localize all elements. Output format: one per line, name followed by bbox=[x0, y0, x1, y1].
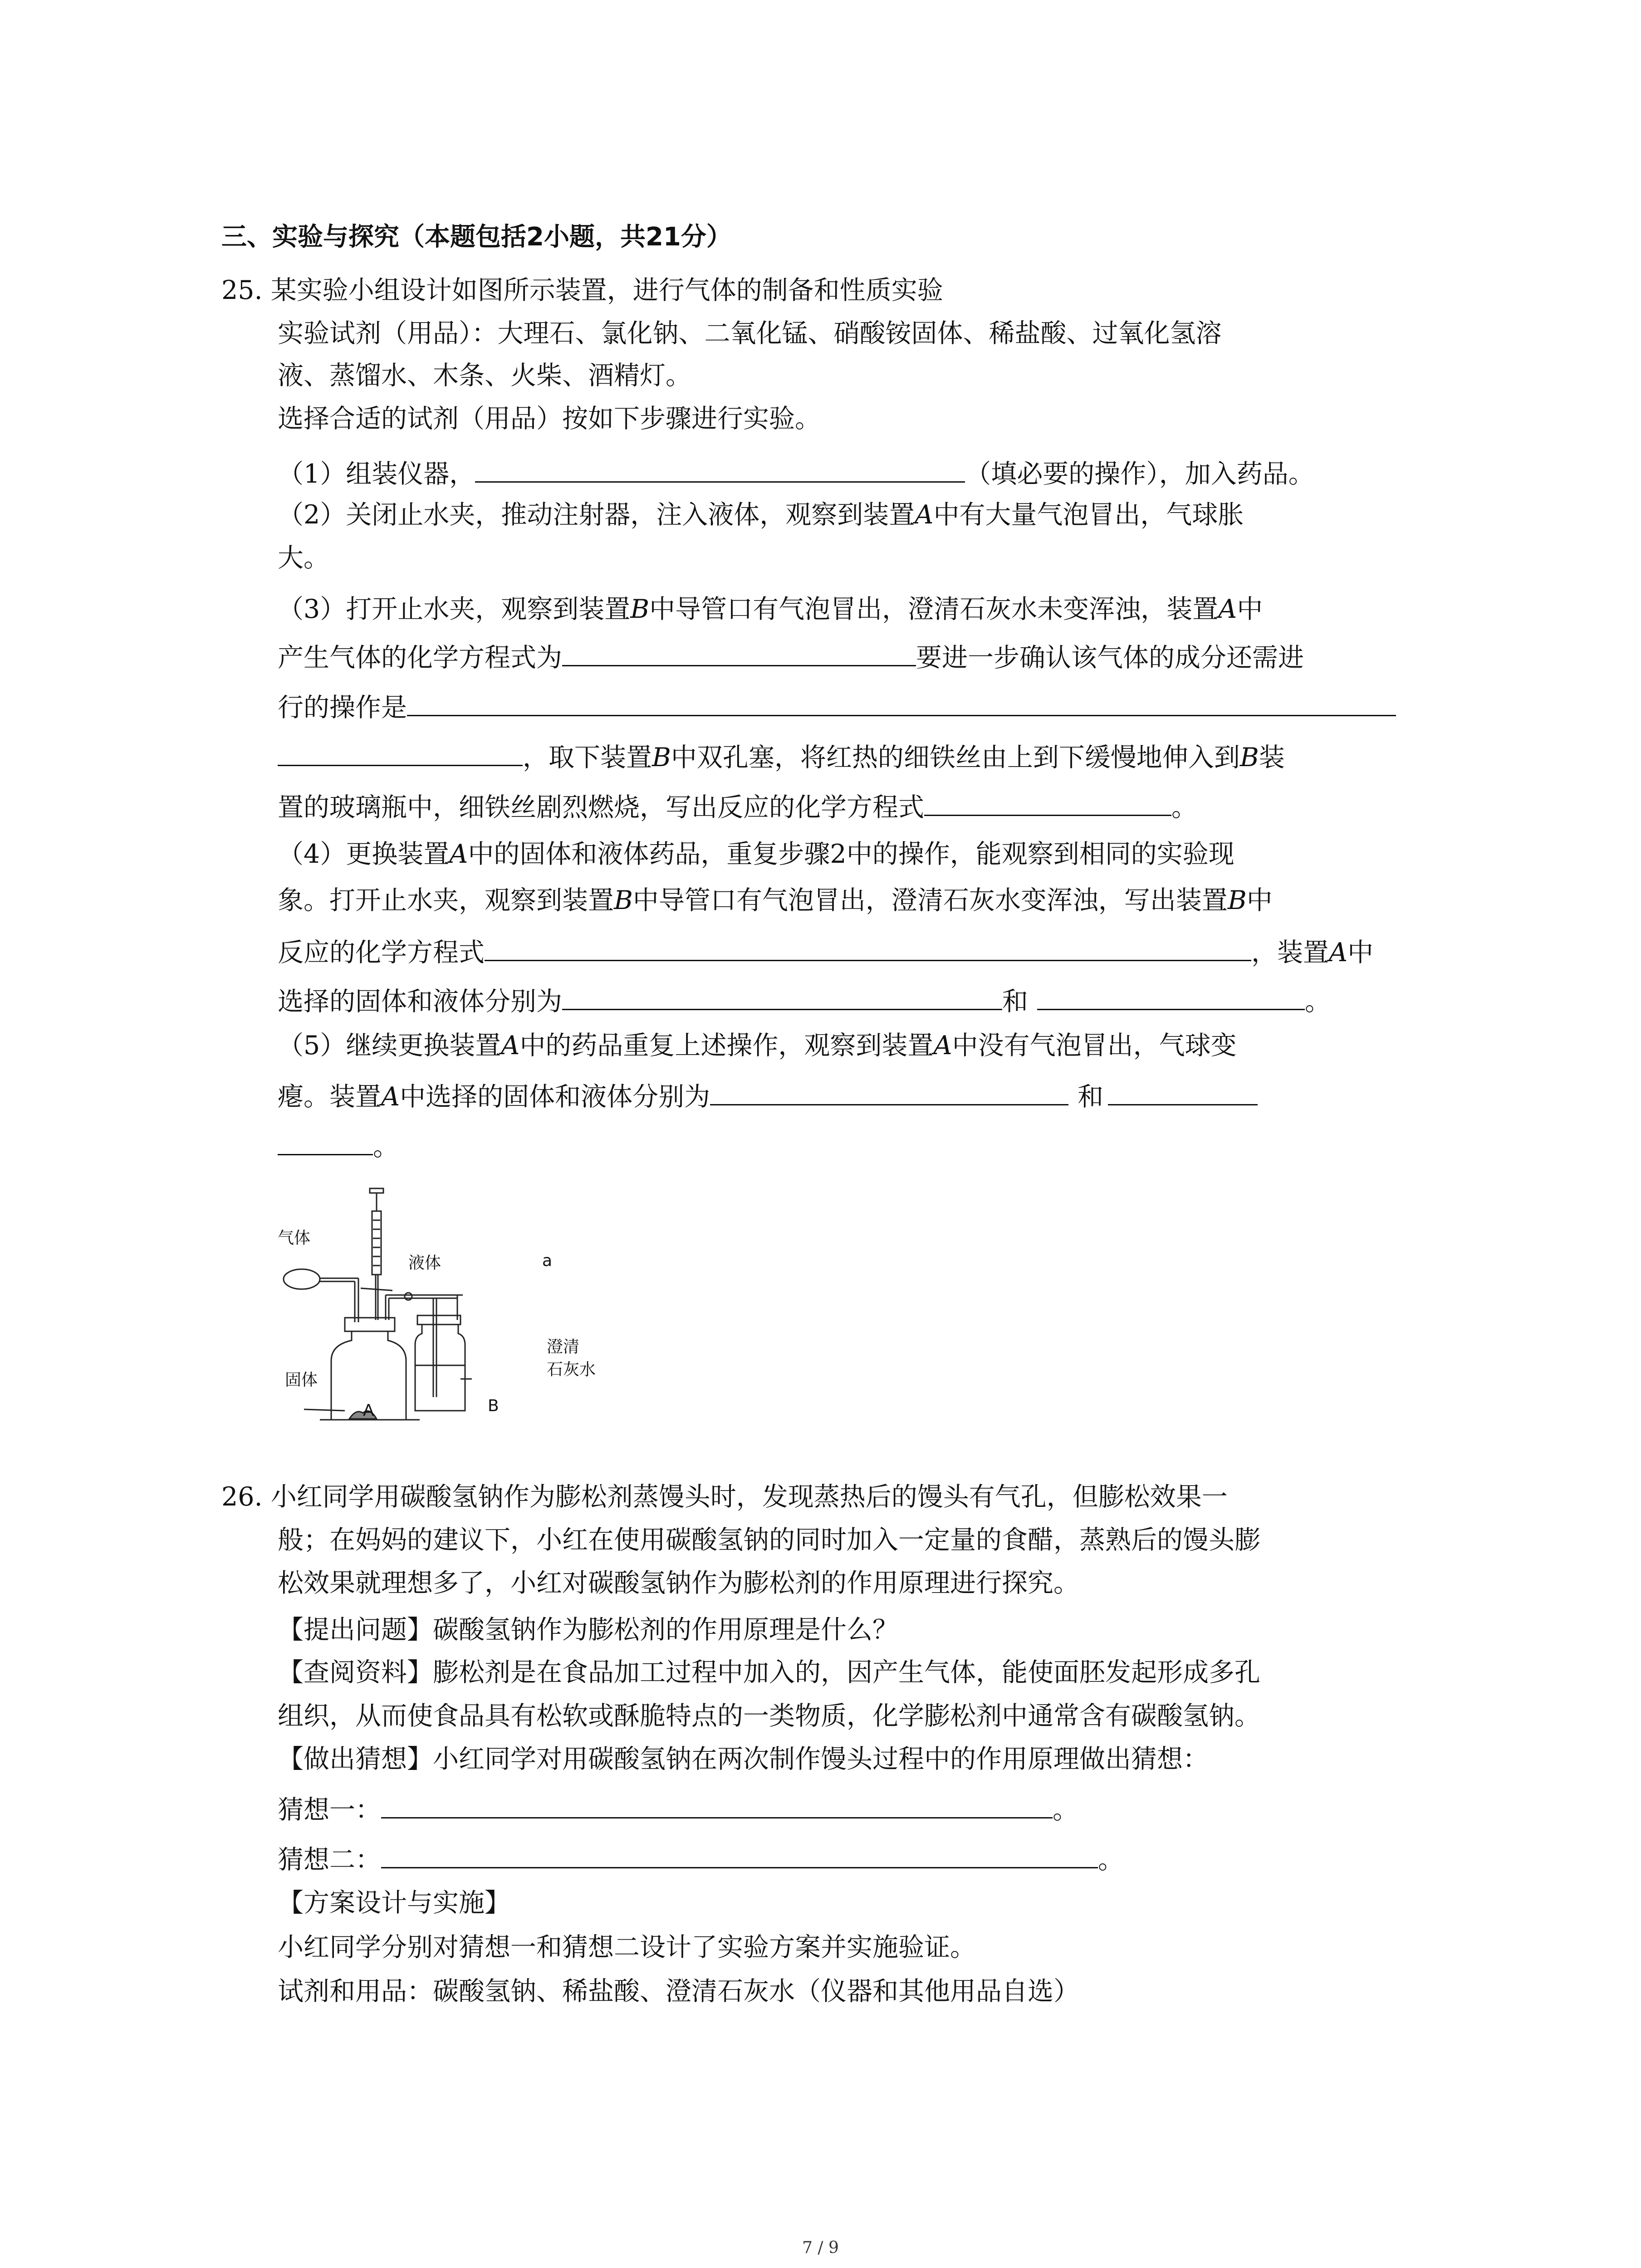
q25-step3-equation-blank[interactable] bbox=[562, 640, 916, 666]
q25-step2-line2: 大。 bbox=[278, 543, 329, 573]
q26-hypothesis-1-blank[interactable] bbox=[381, 1792, 1053, 1818]
balloon bbox=[284, 1269, 320, 1289]
q25-step3-line1: （3）打开止水夹，观察到装置B中导管口有气泡冒出，澄清石灰水未变浑浊，装置A中 bbox=[278, 594, 1263, 624]
q25-step4-liquid-blank[interactable] bbox=[1037, 983, 1305, 1010]
q26-line1: 26. 小红同学用碳酸氢钠作为膨松剂蒸馒头时，发现蒸热后的馒头有气孔，但膨松效果一 bbox=[221, 1482, 1228, 1512]
figure-label-a: a bbox=[542, 1251, 553, 1270]
bottle-a-stopper bbox=[345, 1318, 395, 1331]
q26-reference-line1: 【查阅资料】膨松剂是在食品加工过程中加入的，因产生气体，能使面胚发起形成多孔 bbox=[278, 1657, 1260, 1687]
q25-step4-line4: 选择的固体和液体分别为 和 。 bbox=[278, 983, 1331, 1017]
q25-step5-line1: （5）继续更换装置A中的药品重复上述操作，观察到装置A中没有气泡冒出，气球变 bbox=[278, 1031, 1237, 1061]
q26-hypothesis-2-blank[interactable] bbox=[381, 1842, 1098, 1868]
q25-step3-line3: 行的操作是 bbox=[278, 689, 1396, 723]
q26-plan-heading: 【方案设计与实施】 bbox=[278, 1888, 510, 1918]
q26-reagents: 试剂和用品：碳酸氢钠、稀盐酸、澄清石灰水（仪器和其他用品自选） bbox=[278, 1976, 1079, 2006]
q25-step3-operation-blank[interactable] bbox=[407, 689, 1396, 716]
syringe-plunger-top bbox=[370, 1188, 383, 1193]
q25-step3-iron-equation-blank[interactable] bbox=[924, 789, 1171, 816]
q25-step1: （1）组装仪器， （填必要的操作），加入药品。 bbox=[278, 456, 1314, 490]
q26-line3: 松效果就理想多了，小红对碳酸氢钠作为膨松剂的作用原理进行探究。 bbox=[278, 1568, 1079, 1598]
q26-line2: 般；在妈妈的建议下，小红在使用碳酸氢钠的同时加入一定量的食醋，蒸熟后的馒头膨 bbox=[278, 1525, 1260, 1555]
figure-label-bottle-a: A bbox=[363, 1401, 374, 1420]
q26-plan-text: 小红同学分别对猜想一和猜想二设计了实验方案并实施验证。 bbox=[278, 1932, 976, 1962]
bottle-b-stopper bbox=[417, 1315, 460, 1325]
figure-label-bottle-b: B bbox=[488, 1397, 499, 1415]
figure-label-limewater-2: 石灰水 bbox=[547, 1360, 596, 1379]
stop-clamp bbox=[405, 1293, 412, 1300]
q25-step5-liquid-blank[interactable] bbox=[1108, 1079, 1258, 1105]
figure-label-limewater-1: 澄清 bbox=[547, 1338, 580, 1356]
q25-step4-solid-blank[interactable] bbox=[562, 983, 1002, 1010]
q25-step4-line2: 象。打开止水夹，观察到装置B中导管口有气泡冒出，澄清石灰水变浑浊，写出装置B中 bbox=[278, 885, 1273, 915]
figure-label-solid: 固体 bbox=[285, 1371, 318, 1389]
q26-raise-question: 【提出问题】碳酸氢钠作为膨松剂的作用原理是什么？ bbox=[278, 1615, 898, 1645]
q25-reagents-line1: 实验试剂（用品）：大理石、氯化钠、二氧化锰、硝酸铵固体、稀盐酸、过氧化氢溶 bbox=[278, 318, 1222, 348]
q26-reference-line2: 组织，从而使食品具有松软或酥脆特点的一类物质，化学膨松剂中通常含有碳酸氢钠。 bbox=[278, 1701, 1260, 1731]
q26-hypothesis-intro: 【做出猜想】小红同学对用碳酸氢钠在两次制作馒头过程中的作用原理做出猜想： bbox=[278, 1744, 1209, 1774]
q25-step5-line2: 瘪。装置A中选择的固体和液体分别为 和 bbox=[278, 1079, 1258, 1113]
q25-step3-operation-blank-cont[interactable] bbox=[278, 739, 523, 766]
bottle-b bbox=[415, 1325, 465, 1411]
q25-step2-line1: （2）关闭止水夹，推动注射器，注入液体，观察到装置A中有大量气泡冒出，气球胀 bbox=[278, 500, 1244, 530]
q25-step1-blank[interactable] bbox=[475, 456, 965, 483]
q25-step5-solid-blank[interactable] bbox=[710, 1079, 1068, 1105]
q25-step4-equation-blank[interactable] bbox=[485, 934, 1251, 961]
figure-label-gas: 气体 bbox=[278, 1229, 311, 1247]
q25-instruction: 选择合适的试剂（用品）按如下步骤进行实验。 bbox=[278, 404, 821, 434]
section-heading: 三、实验与探究（本题包括2小题，共21分） bbox=[221, 222, 732, 252]
q25-step4-line3: 反应的化学方程式 ，装置A中 bbox=[278, 934, 1373, 968]
q25-step3-line5: 置的玻璃瓶中，细铁丝剧烈燃烧，写出反应的化学方程式 。 bbox=[278, 789, 1197, 823]
q25-step4-line1: （4）更换装置A中的固体和液体药品，重复步骤2中的操作，能观察到相同的实验现 bbox=[278, 839, 1234, 869]
q25-title: 25. 某实验小组设计如图所示装置，进行气体的制备和性质实验 bbox=[221, 275, 943, 305]
q25-step5-line3: 。 bbox=[278, 1129, 399, 1163]
q26-hypothesis-1: 猜想一： 。 bbox=[278, 1792, 1078, 1826]
q25-step3-line2: 产生气体的化学方程式为 要进一步确认该气体的成分还需进 bbox=[278, 640, 1304, 674]
figure-label-liquid: 液体 bbox=[408, 1254, 441, 1272]
apparatus-figure bbox=[277, 1184, 472, 1438]
page-number: 7 / 9 bbox=[802, 2239, 839, 2257]
q25-reagents-line2: 液、蒸馏水、木条、火柴、酒精灯。 bbox=[278, 361, 691, 391]
q25-step3-line4: ，取下装置B中双孔塞，将红热的细铁丝由上到下缓慢地伸入到B装 bbox=[278, 739, 1285, 773]
q25-step5-liquid-blank-cont[interactable] bbox=[278, 1129, 373, 1155]
q26-hypothesis-2: 猜想二： 。 bbox=[278, 1842, 1124, 1876]
